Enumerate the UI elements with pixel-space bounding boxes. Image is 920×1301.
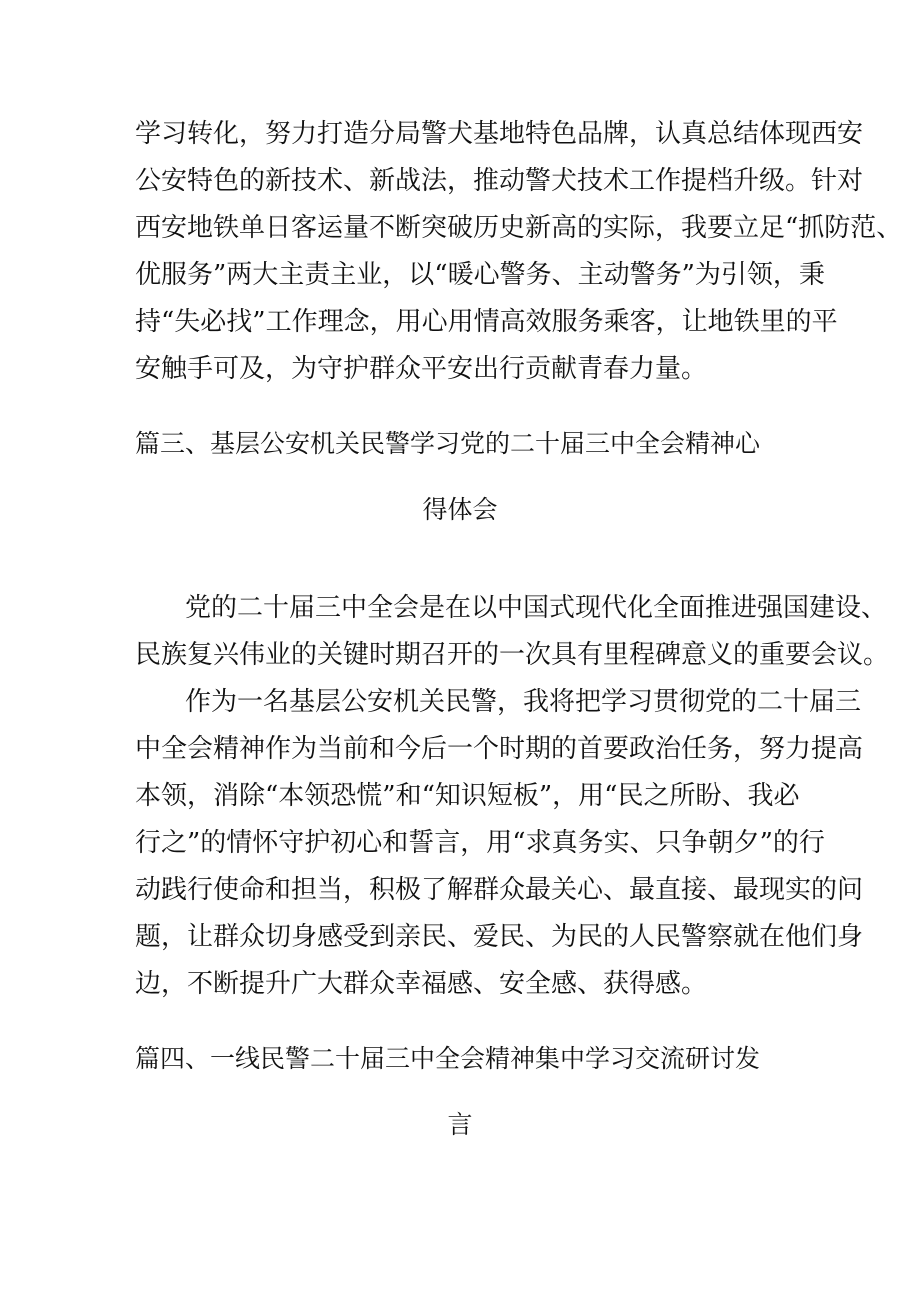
- section-4-title-line-1: 篇四、一线民警二十届三中全会精神集中学习交流研讨发: [135, 1044, 761, 1073]
- paragraph-line: 中全会精神作为当前和今后一个时期的首要政治任务，努力提高: [135, 734, 864, 764]
- paragraph-line: 行之”的情怀守护初心和誓言，用“求真务实、只争朝夕”的行: [135, 828, 825, 858]
- paragraph-line: 优服务”两大主责主业，以“暖心警务、主动警务”为引领，秉: [135, 260, 825, 290]
- paragraph-line: 西安地铁单日客运量不断突破历史新高的实际，我要立足“抓防范、: [135, 213, 903, 243]
- section-4-title-line-2: 言: [447, 1110, 473, 1139]
- paragraph-line: 边，不断提升广大群众幸福感、安全感、获得感。: [135, 969, 708, 999]
- paragraph-line: 动践行使命和担当，积极了解群众最关心、最直接、最现实的问: [135, 875, 864, 905]
- paragraph-line: 公安特色的新技术、新战法，推动警犬技术工作提档升级。针对: [135, 166, 864, 196]
- paragraph-line: 作为一名基层公安机关民警，我将把学习贯彻党的二十届三: [185, 687, 862, 717]
- paragraph-line: 持“失必找”工作理念，用心用情高效服务乘客，让地铁里的平: [135, 307, 838, 337]
- paragraph-line: 题，让群众切身感受到亲民、爱民、为民的人民警察就在他们身: [135, 922, 864, 952]
- section-3-title-line-2: 得体会: [422, 495, 498, 524]
- paragraph-line: 本领，消除“本领恐慌”和“知识短板”，用“民之所盼、我必: [135, 781, 800, 811]
- paragraph-line: 安触手可及，为守护群众平安出行贡献青春力量。: [135, 354, 708, 384]
- paragraph-line: 民族复兴伟业的关键时期召开的一次具有里程碑意义的重要会议。: [135, 640, 890, 670]
- paragraph-line: 学习转化，努力打造分局警犬基地特色品牌，认真总结体现西安: [135, 119, 864, 149]
- paragraph-line: 党的二十届三中全会是在以中国式现代化全面推进强国建设、: [185, 593, 888, 623]
- section-3-title-line-1: 篇三、基层公安机关民警学习党的二十届三中全会精神心: [135, 429, 761, 458]
